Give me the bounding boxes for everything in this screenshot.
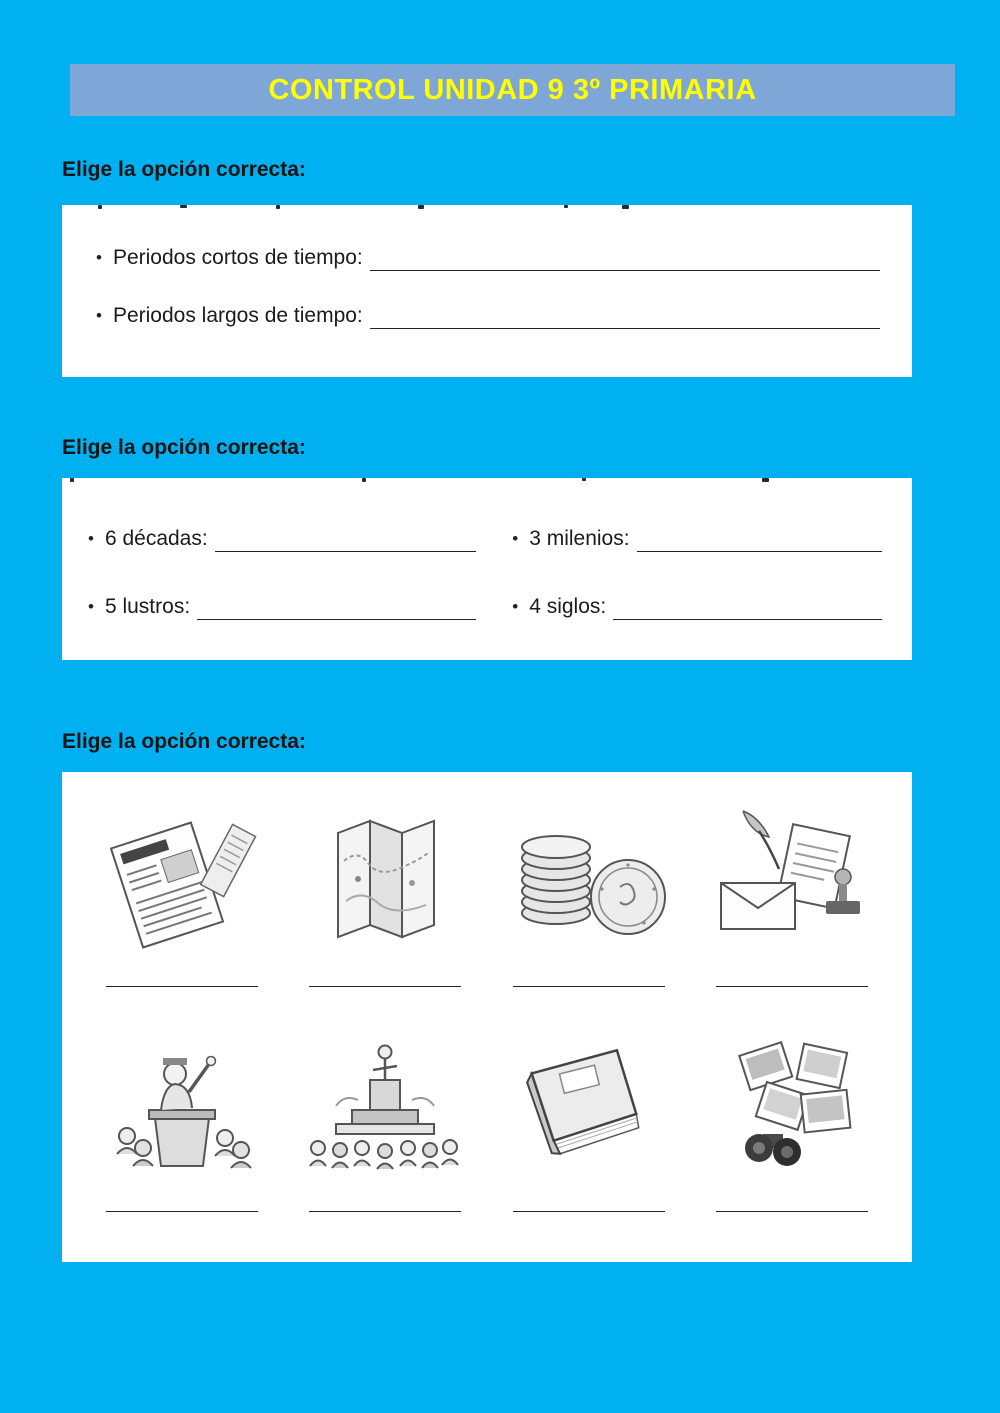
book-icon	[504, 1015, 674, 1195]
answer-line[interactable]	[370, 304, 880, 329]
answer-line[interactable]	[106, 984, 258, 987]
item-label: Periodos cortos de tiempo:	[112, 246, 363, 269]
section-heading-1: Elige la opción correcta:	[62, 158, 306, 181]
answer-line[interactable]	[513, 1209, 665, 1212]
fill-in-item	[88, 526, 476, 552]
clipped-text-artifact	[62, 475, 912, 483]
fill-in-item	[88, 594, 476, 620]
answer-line[interactable]	[309, 1209, 461, 1212]
image-item	[80, 790, 284, 987]
answer-line[interactable]	[106, 1209, 258, 1212]
letters-quill-seal-icon	[707, 790, 877, 970]
image-item	[284, 790, 488, 987]
bullet-icon: •	[88, 529, 94, 548]
image-item	[487, 1015, 691, 1212]
answer-line[interactable]	[716, 984, 868, 987]
bullet-icon: •	[96, 248, 102, 267]
image-item	[284, 1015, 488, 1212]
answer-line[interactable]	[613, 595, 882, 620]
bullet-icon: •	[512, 597, 519, 616]
folded-map-icon	[300, 790, 470, 970]
section-heading-2: Elige la opción correcta:	[62, 436, 306, 459]
answer-line[interactable]	[513, 984, 665, 987]
monument-crowd-icon	[300, 1015, 470, 1195]
item-label: 4 siglos:	[529, 595, 607, 618]
answer-line[interactable]	[197, 595, 476, 620]
speaker-podium-icon	[97, 1015, 267, 1195]
image-item	[80, 1015, 284, 1212]
photos-binoculars-icon	[707, 1015, 877, 1195]
section-heading-3: Elige la opción correcta:	[62, 730, 306, 753]
answer-line[interactable]	[637, 527, 882, 552]
question-box-1	[62, 205, 912, 377]
fill-in-item	[96, 303, 880, 329]
worksheet-title: CONTROL UNIDAD 9 3º PRIMARIA	[268, 73, 757, 106]
fill-in-item	[96, 245, 880, 271]
image-item	[691, 1015, 895, 1212]
item-label: 3 milenios:	[529, 527, 630, 550]
fill-in-item	[512, 526, 882, 552]
item-label: Periodos largos de tiempo:	[112, 304, 363, 327]
worksheet-title-banner	[70, 64, 955, 116]
answer-line[interactable]	[716, 1209, 868, 1212]
answer-line[interactable]	[215, 527, 477, 552]
item-label: 6 décadas:	[104, 527, 208, 550]
clipped-text-artifact	[62, 202, 912, 210]
item-label: 5 lustros:	[104, 595, 191, 618]
image-item	[487, 790, 691, 987]
newspaper-icon	[97, 790, 267, 970]
fill-in-item	[512, 594, 882, 620]
bullet-icon: •	[96, 306, 102, 325]
coin-stack-icon	[504, 790, 674, 970]
bullet-icon: •	[512, 529, 519, 548]
question-box-3	[62, 772, 912, 1262]
image-item	[691, 790, 895, 987]
answer-line[interactable]	[309, 984, 461, 987]
bullet-icon: •	[88, 597, 94, 616]
question-box-2	[62, 478, 912, 660]
answer-line[interactable]	[370, 246, 880, 271]
